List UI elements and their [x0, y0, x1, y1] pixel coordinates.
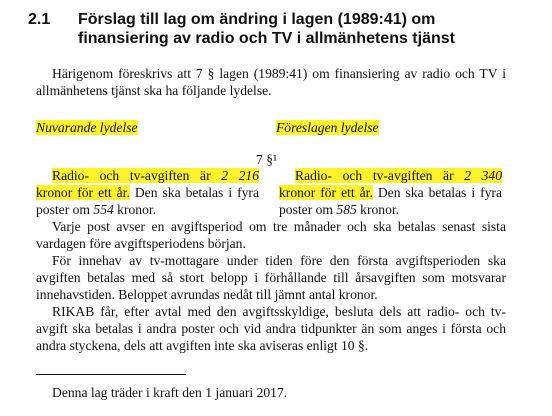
proposed-wording-label-text: Föreslagen lydelse [276, 120, 379, 135]
current-amount: 2 216 [221, 168, 260, 183]
current-rest-a: Den ska betalas i fyra poster om [36, 185, 259, 217]
current-wording-text [36, 167, 259, 218]
section-title: Förslag till lag om ändring i lagen (1989:41) om finansiering av radio och TV i allmänhetens tjänst [78, 11, 455, 47]
proposed-wording-text [279, 167, 502, 218]
current-wording-label [36, 119, 138, 136]
proposed-wording-column [279, 167, 502, 218]
intro-paragraph [36, 65, 506, 99]
current-wording-label-text: Nuvarande lydelse [36, 120, 138, 135]
current-highlight-a: Radio- och tv-avgiften är [52, 168, 222, 183]
current-post-amount: 554 [93, 202, 114, 217]
current-highlight-b: kronor för ett år. [36, 185, 130, 200]
current-wording-column [36, 167, 259, 218]
entry-into-force: Denna lag träder i kraft den 1 januari 2017. [52, 385, 288, 400]
shared-paragraphs [36, 218, 506, 354]
paragraph-2: För innehav av tv-mottagare under tiden före den första avgiftsperioden ska avgiften betalas med så stort belopp i förhållande till årsavgiften som motsvarar innehavstiden. Beloppet avrundas nedåt till jämnt antal kronor. [36, 253, 506, 302]
section-mark: 7 §¹ [256, 152, 278, 167]
paragraph-1: Varje post avser en avgiftsperiod om tre månader och ska betalas senast sista vardagen före avgiftsperiodens början. [36, 219, 506, 251]
proposed-highlight-b: kronor för ett år. [279, 185, 373, 200]
proposed-rest-a: Den ska betalas i fyra poster om [279, 185, 502, 217]
proposed-post-amount: 585 [336, 202, 357, 217]
proposed-highlight-a: Radio- och tv-avgiften är [295, 168, 465, 183]
proposed-rest-b: kronor. [356, 202, 400, 217]
proposed-amount: 2 340 [464, 168, 503, 183]
intro-text: Härigenom föreskrivs att 7 § lagen (1989:41) om finansiering av radio och TV i allmänhetens tjänst ska ha följande lydelse. [36, 66, 506, 98]
paragraph-3: RIKAB får, efter avtal med den avgiftsskyldige, besluta dels att radio- och tv-avgift ska betalas i andra poster och vid andra tidpunkter än som anges i första och andra styckena, dels att avgiften inte ska aviseras enligt 10 §. [36, 304, 506, 353]
section-number: 2.1 [28, 11, 51, 28]
proposed-wording-label [276, 119, 379, 136]
current-rest-b: kronor. [113, 202, 157, 217]
footer-rule [36, 374, 186, 375]
